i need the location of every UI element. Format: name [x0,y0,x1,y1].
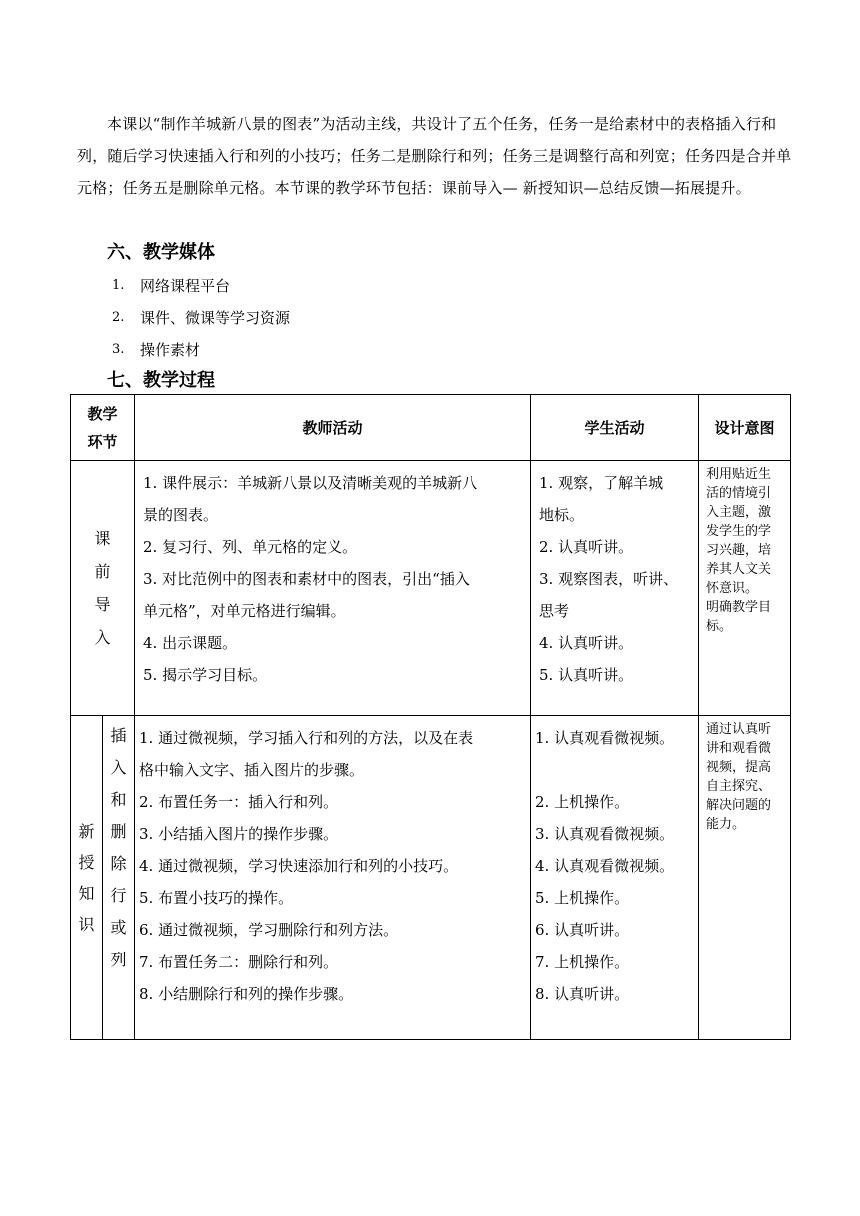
section-title-process: 七、教学过程 [107,370,215,391]
intro-paragraph: 本课以“制作羊城新八景的图表”为活动主线，共设计了五个任务，任务一是给素材中的表格插入行和列，随后学习快速插入行和列的小技巧；任务二是删除行和列；任务三是调整行高和列宽；任务四是合并单元格；任务五是删除单元格。本节课的教学环节包括：课前导入— 新授知识—总结反馈—拓展提升。 [77,115,792,197]
header-design-intent: 设计意图 [699,395,791,461]
header-stage: 教学 环节 [71,395,135,461]
student-activity-cell: 1. 认真观看微视频。 2. 上机操作。 3. 认真观看微视频。 4. 认真观看微视频。 5. 上机操作。 6. 认真听讲。 7. 上机操作。 8. 认真听讲。 [531,716,699,1040]
list-item: 3. 操作素材 [112,341,201,359]
design-intent-cell: 利用贴近生 活的情境引 入主题，激 发学生的学 习兴趣，培 养其人文关 怀意识。 明确教学目 标。 [699,461,791,716]
stage-cell: 新 授 知 识 [71,716,103,1040]
teaching-process-table [70,394,791,1040]
stage-cell: 课 前 导 入 [71,461,135,716]
substage-cell: 插 入 和 删 除 行 或 列 [103,716,135,1040]
section-title-media: 六、教学媒体 [107,242,215,263]
design-intent-cell: 通过认真听 讲和观看微 视频，提高 自主探究、 解决问题的 能力。 [699,716,791,1040]
table-header-row [71,395,791,461]
list-item: 2. 课件、微课等学习资源 [112,309,291,327]
teacher-activity-cell: 1. 通过微视频，学习插入行和列的方法，以及在表 格中输入文字、插入图片的步骤。 2. 布置任务一：插入行和列。 3. 小结插入图片的操作步骤。 4. 通过微视频，学习快速添加行和列的小技巧。 5. 布置小技巧的操作。 6. 通过微视频，学习删除行和列方法。 7. 布置任务二：删除行和列。 8. 小结删除行和列的操作步骤。 [135,716,531,1040]
student-activity-cell: 1. 观察，了解羊城 地标。 2. 认真听讲。 3. 观察图表，听讲、 思考 4. 认真听讲。 5. 认真听讲。 [531,461,699,716]
header-student-activity: 学生活动 [531,395,699,461]
header-teacher-activity: 教师活动 [135,395,531,461]
table-row [71,461,791,716]
table-row [71,716,791,1040]
media-list [112,270,290,366]
list-item: 1. 网络课程平台 [112,277,231,295]
teacher-activity-cell: 1. 课件展示：羊城新八景以及清晰美观的羊城新八 景的图表。 2. 复习行、列、单元格的定义。 3. 对比范例中的图表和素材中的图表，引出“插入 单元格”，对单元格进行编辑。 4. 出示课题。 5. 揭示学习目标。 [135,461,531,716]
